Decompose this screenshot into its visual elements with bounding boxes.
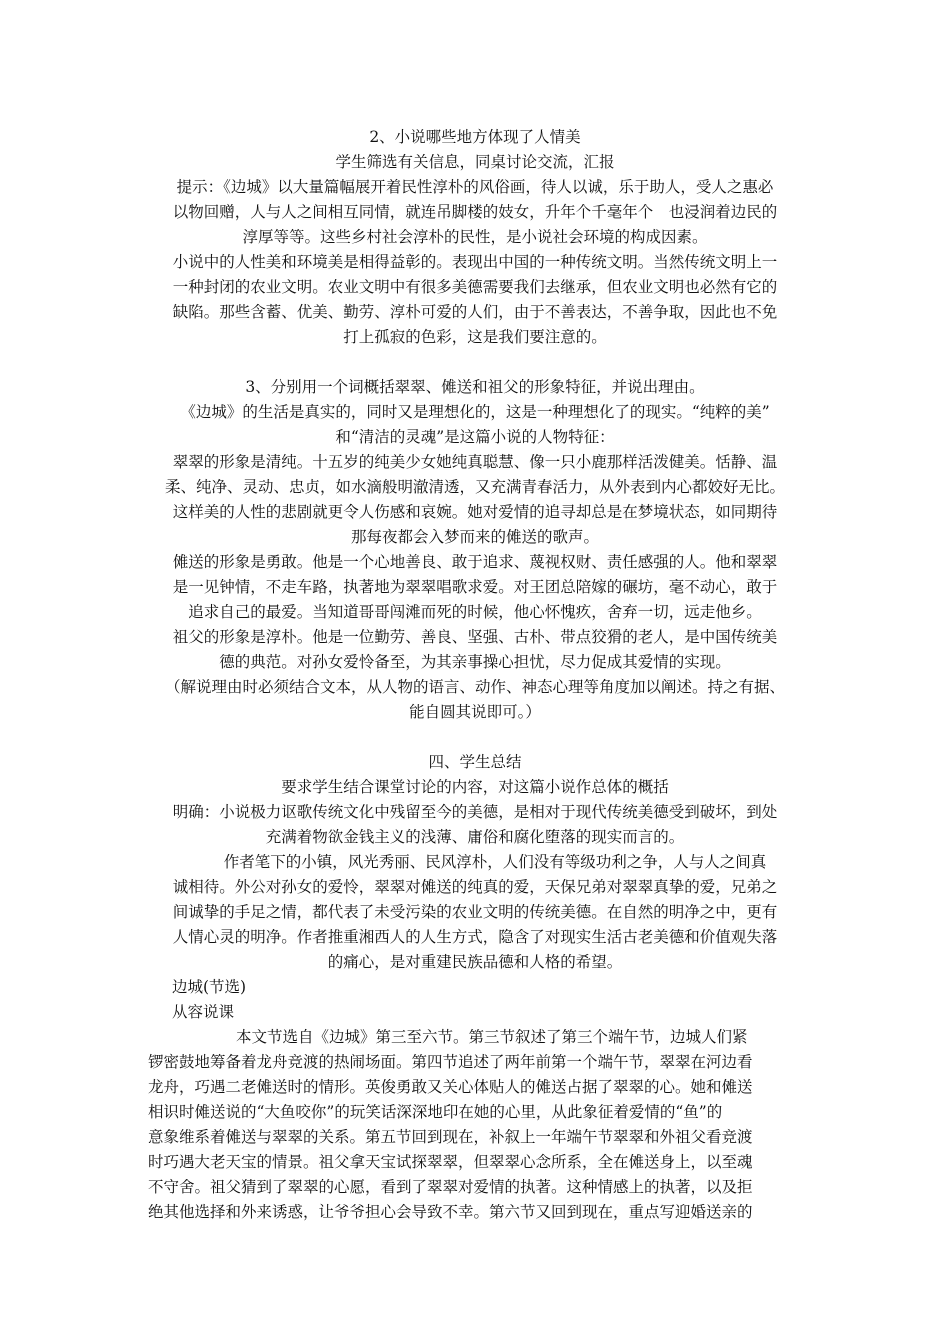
section4-heading: 四、学生总结 — [428, 753, 522, 771]
paragraph-line: 的痛心，是对重建民族品德和人格的希望。 — [327, 953, 623, 971]
paragraph-line: 能自圆其说即可。） — [409, 703, 541, 721]
article-subtitle: 从容说课 — [172, 1003, 235, 1021]
paragraph-line: 小说中的人性美和环境美是相得益彰的。表现出中国的一种传统文明。当然传统文明上一 — [172, 253, 778, 271]
paragraph-line: 绝其他选择和外来诱惑，让爷爷担心会导致不幸。第六节又回到现在，重点写迎婚送亲的 — [148, 1203, 753, 1221]
paragraph-line: 傩送的形象是勇敢。他是一个心地善良、敢于追求、蔑视权财、责任感强的人。他和翠翠 — [172, 553, 778, 571]
paragraph-line: 间诚挚的手足之情，都代表了未受污染的农业文明的传统美德。在自然的明净之中，更有 — [172, 903, 778, 921]
paragraph-line: 龙舟，巧遇二老傩送时的情形。英俊勇敢又关心体贴人的傩送占据了翠翠的心。她和傩送 — [148, 1078, 753, 1096]
paragraph-line: 淳厚等等。这些乡村社会淳朴的民性，是小说社会环境的构成因素。 — [242, 228, 708, 246]
paragraph-line: 明确：小说极力讴歌传统文化中残留至今的美德，是相对于现代传统美德受到破坏，到处 — [172, 803, 778, 821]
paragraph-line: 以物回赠，人与人之间相互同情，就连吊脚楼的妓女，升年个千毫年个 也浸润着边民的 — [172, 203, 778, 221]
paragraph-line: 这样美的人性的悲剧就更令人伤感和哀婉。她对爱情的追寻却总是在梦境状态，如同期待 — [172, 503, 778, 521]
paragraph-line: 充满着物欲金钱主义的浅薄、庸俗和腐化堕落的现实而言的。 — [265, 828, 685, 846]
paragraph-line: 缺陷。那些含蓄、优美、勤劳、淳朴可爱的人们，由于不善表达，不善争取，因此也不免 — [172, 303, 778, 321]
paragraph-line: 那每夜都会入梦而来的傩送的歌声。 — [350, 528, 599, 546]
paragraph-line: 柔、纯净、灵动、忠贞，如水滴般明澈清透，又充满青春活力，从外表到内心都姣好无比。 — [164, 478, 785, 496]
article-title: 边城(节选) — [172, 978, 247, 996]
paragraph-line: 一种封闭的农业文明。农业文明中有很多美德需要我们去继承，但农业文明也必然有它的 — [172, 278, 778, 296]
paragraph-line: 《边城》的生活是真实的，同时又是理想化的，这是一种理想化了的现实。“纯粹的美” — [180, 403, 770, 421]
paragraph-line: 打上孤寂的色彩，这是我们要注意的。 — [343, 328, 607, 346]
paragraph-line: 提示：《边城》以大量篇幅展开着民性淳朴的风俗画，待人以诚，乐于助人，受人之惠必 — [176, 178, 774, 196]
paragraph-line: 不守舍。祖父猜到了翠翠的心愿，看到了翠翠对爱情的执著。这种情感上的执著，以及拒 — [148, 1178, 753, 1196]
paragraph-line: 相识时傩送说的“大鱼咬你”的玩笑话深深地印在她的心里，从此象征着爱情的“鱼”的 — [148, 1103, 723, 1121]
section2-heading: 2、小说哪些地方体现了人情美 — [369, 128, 581, 146]
paragraph-line: 人情心灵的明净。作者推重湘西人的人生方式，隐含了对现实生活古老美德和价值观失落 — [172, 928, 778, 946]
paragraph-line: 作者笔下的小镇，风光秀丽、民风淳朴，人们没有等级功利之争，人与人之间真 — [223, 853, 767, 871]
paragraph-line: 德的典范。对孙女爱怜备至，为其亲事操心担忧，尽力促成其爱情的实现。 — [219, 653, 731, 671]
paragraph-line: 意象维系着傩送与翠翠的关系。第五节回到现在，补叙上一年端午节翠翠和外祖父看竞渡 — [148, 1128, 753, 1146]
section3-heading: 3、分别用一个词概括翠翠、傩送和祖父的形象特征，并说出理由。 — [245, 378, 705, 396]
paragraph-line: 诚相待。外公对孙女的爱怜，翠翠对傩送的纯真的爱，天保兄弟对翠翠真挚的爱，兄弟之 — [172, 878, 778, 896]
paragraph-line: 本文节选自《边城》第三至六节。第三节叙述了第三个端午节，边城人们紧 — [236, 1028, 748, 1046]
paragraph-line: 和“清洁的灵魂”是这篇小说的人物特征： — [335, 428, 615, 446]
section4-subheading: 要求学生结合课堂讨论的内容，对这篇小说作总体的概括 — [281, 778, 669, 796]
paragraph-line: 是一见钟情，不走车路，执著地为翠翠唱歌求爱。对王团总陪嫁的碾坊，毫不动心，敢于 — [172, 578, 778, 596]
paragraph-line: （解说理由时必须结合文本，从人物的语言、动作、神态心理等角度加以阐述。持之有据、 — [164, 678, 785, 696]
paragraph-line: 追求自己的最爱。当知道哥哥闯滩而死的时候，他心怀愧疚，舍弃一切，远走他乡。 — [188, 603, 762, 621]
paragraph-line: 时巧遇大老天宝的情景。祖父拿天宝试探翠翠，但翠翠心念所系，全在傩送身上，以至魂 — [148, 1153, 753, 1171]
section2-subheading: 学生筛选有关信息，同桌讨论交流，汇报 — [335, 153, 615, 171]
paragraph-line: 祖父的形象是淳朴。他是一位勤劳、善良、坚强、古朴、带点狡猾的老人，是中国传统美 — [172, 628, 778, 646]
paragraph-line: 翠翠的形象是清纯。十五岁的纯美少女她纯真聪慧、像一只小鹿那样活泼健美。恬静、温 — [172, 453, 778, 471]
paragraph-line: 锣密鼓地筹备着龙舟竞渡的热闹场面。第四节追述了两年前第一个端午节，翠翠在河边看 — [148, 1053, 753, 1071]
